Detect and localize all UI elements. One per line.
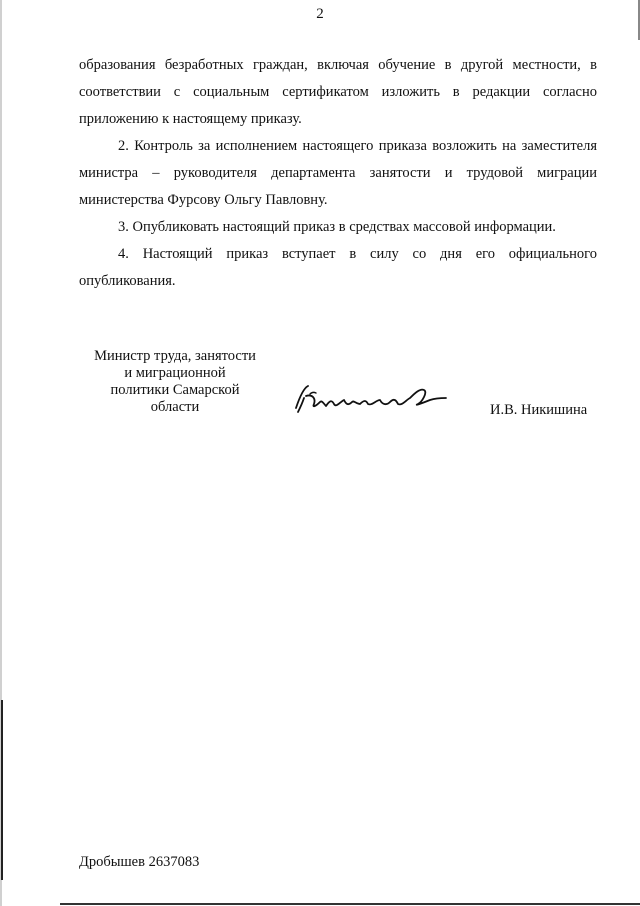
signatory-name: И.В. Никишина — [490, 402, 588, 418]
document-body — [79, 52, 597, 295]
paragraph-4: 4. Настоящий приказ вступает в силу со дня его официального опубликования. — [79, 246, 597, 289]
paragraph-continuation: образования безработных граждан, включая обучение в другой местности, в соответствии с социальным сертификатом изложить в редакции согласно приложению к настоящему приказу. — [79, 57, 597, 127]
paragraph-3: 3. Опубликовать настоящий приказ в средствах массовой информации. — [118, 219, 556, 235]
signatory-title-line-3: политики Самарской — [110, 382, 240, 398]
page-number: 2 — [316, 6, 324, 22]
scan-bottom-line — [60, 903, 640, 905]
handwritten-signature — [290, 378, 450, 418]
signatory-title — [75, 348, 275, 416]
scan-edge-mark — [1, 700, 3, 880]
signatory-title-line-1: Министр труда, занятости — [94, 348, 256, 364]
signatory-title-line-2: и миграционной — [124, 365, 226, 381]
signatory-title-line-4: области — [150, 399, 200, 415]
executor-note: Дробышев 2637083 — [79, 854, 200, 870]
paragraph-2: 2. Контроль за исполнением настоящего приказа возложить на заместителя министра – руководителя департамента занятости и трудовой миграции министерства Фурсову Ольгу Павловну. — [79, 138, 597, 208]
